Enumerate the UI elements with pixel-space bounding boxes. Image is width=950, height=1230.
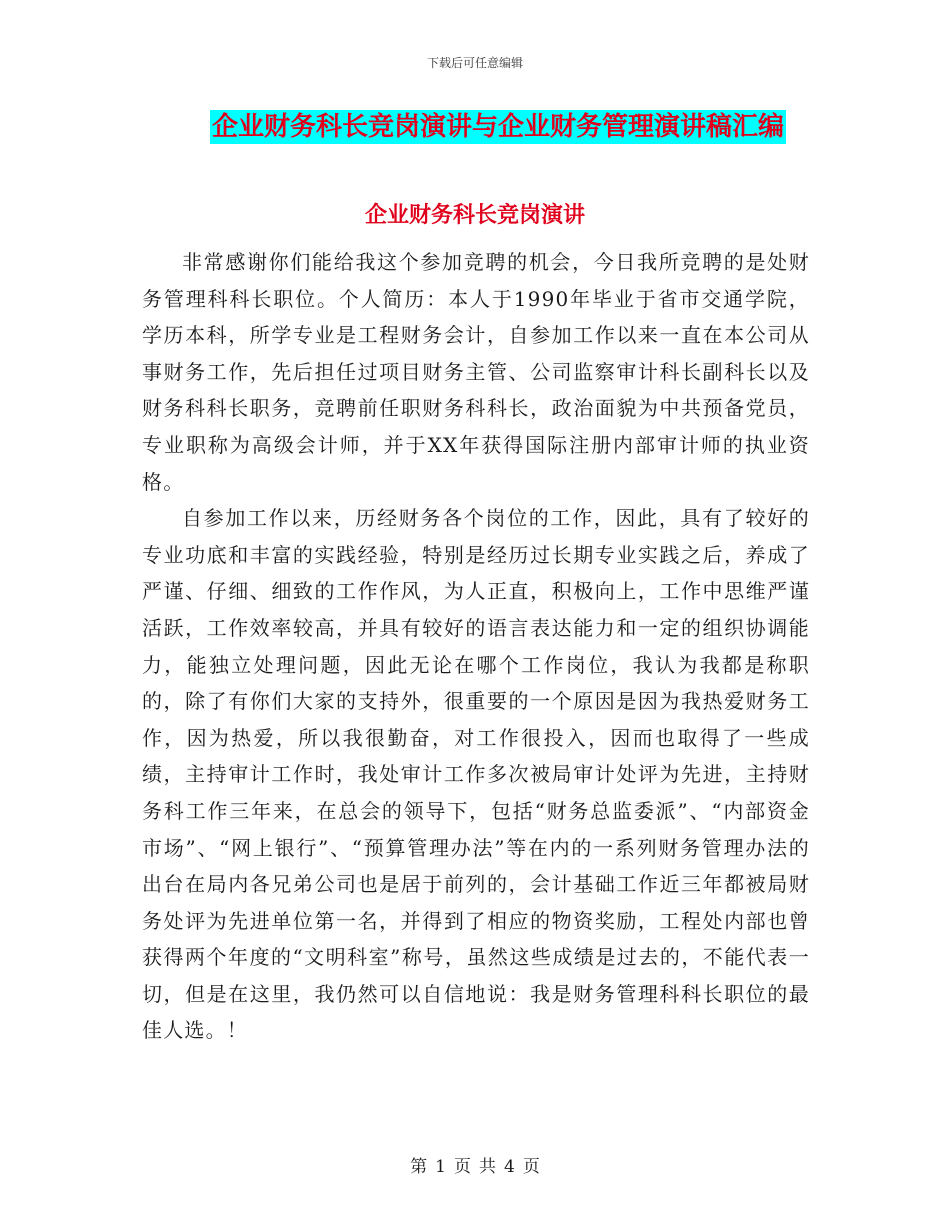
paragraph-2: 自参加工作以来，历经财务各个岗位的工作，因此，具有了较好的专业功底和丰富的实践经验，特别是经历过长期专业实践之后，养成了严谨、仔细、细致的工作作风，为人正直，积极向上，工作中思维严谨活跃，工作效率较高，并具有较好的语言表达能力和一定的组织协调能力，能独立处理问题，因此无论在哪个工作岗位，我认为我都是称职的，除了有你们大家的支持外，很重要的一个原因是因为我热爱财务工作，因为热爱，所以我很勤奋，对工作很投入，因而也取得了一些成绩，主持审计工作时，我处审计工作多次被局审计处评为先进，主持财务科工作三年来，在总会的领导下，包括“财务总监委派”、“内部资金市场”、“网上银行”、“预算管理办法”等在内的一系列财务管理办法的出台在局内各兄弟公司也是居于前列的，会计基础工作近三年都被局财务处评为先进单位第一名，并得到了相应的物资奖励，工程处内部也曾获得两个年度的“文明科室”称号，虽然这些成绩是过去的，不能代表一切，但是在这里，我仍然可以自信地说：我是财务管理科科长职位的最佳人选。！ xyxy=(142,506,810,1043)
page-footer xyxy=(0,1152,950,1177)
paragraph-1: 非常感谢你们能给我这个参加竞聘的机会，今日我所竞聘的是处财务管理科科长职位。个人简历：本人于1990年毕业于省市交通学院，学历本科，所学专业是工程财务会计，自参加工作以来一直在本公司从事财务工作，先后担任过项目财务主管、公司监察审计科长副科长以及财务科科长职务，竞聘前任职财务科科长，政治面貌为中共预备党员，专业职称为高级会计师，并于XX年获得国际注册内部审计师的执业资格。 xyxy=(142,250,810,494)
section-title: 企业财务科长竞岗演讲 xyxy=(364,203,585,228)
main-title-wrap xyxy=(0,110,950,144)
total-pages-number: 4 xyxy=(504,1157,515,1177)
document-title: 企业财务科长竞岗演讲与企业财务管理演讲稿汇编 xyxy=(211,112,784,142)
header-note: 下载后可任意编辑 xyxy=(426,56,523,70)
current-page-number: 1 xyxy=(435,1157,446,1177)
footer-total-label: 共 xyxy=(479,1157,496,1177)
footer-page-label: 页 xyxy=(454,1157,471,1177)
body-text xyxy=(142,244,810,1049)
footer-prefix: 第 xyxy=(410,1157,428,1177)
footer-total-suffix: 页 xyxy=(522,1157,540,1177)
